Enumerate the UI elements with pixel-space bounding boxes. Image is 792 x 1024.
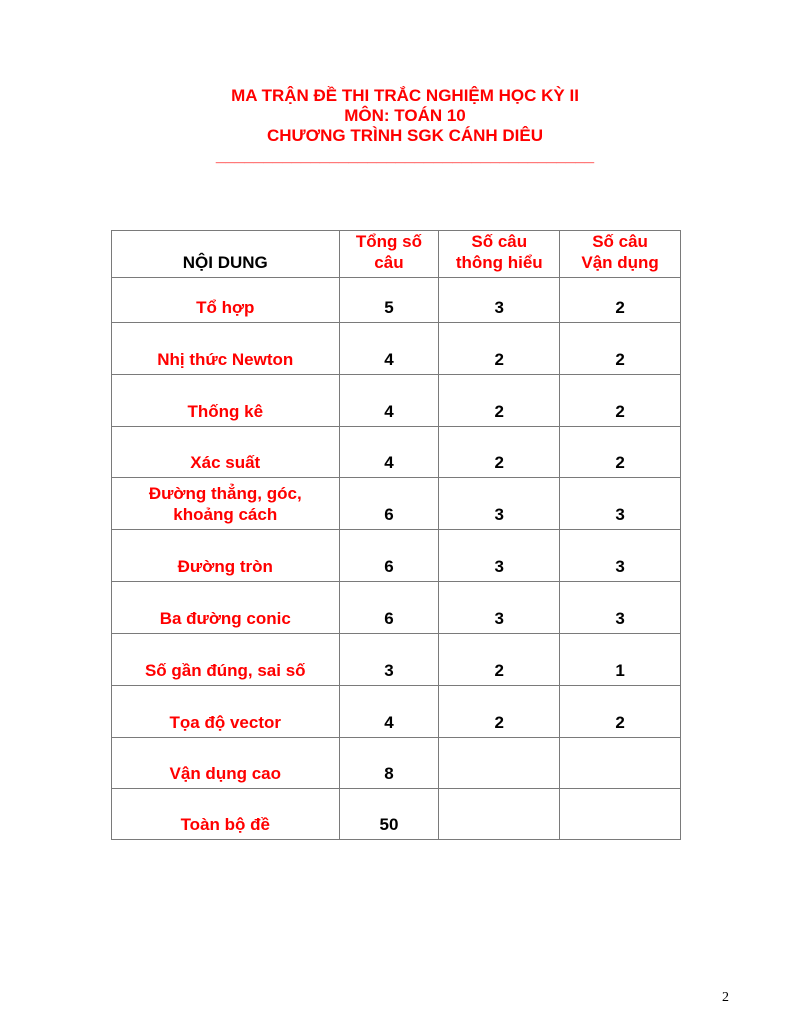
row-content: Tổ hợp (112, 278, 340, 323)
table-row (112, 375, 681, 427)
row-apply: 2 (560, 686, 681, 738)
row-content: Xác suất (112, 427, 340, 478)
row-apply: 2 (560, 427, 681, 478)
table-row (112, 789, 681, 840)
row-total: 3 (339, 634, 439, 686)
row-total: 4 (339, 375, 439, 427)
table-row (112, 278, 681, 323)
row-apply: 2 (560, 278, 681, 323)
row-total: 4 (339, 323, 439, 375)
title-line-2: MÔN: TOÁN 10 (344, 106, 466, 125)
row-total: 6 (339, 478, 439, 530)
row-content: Toàn bộ đề (112, 789, 340, 840)
row-content: Thống kê (112, 375, 340, 427)
row-content: Ba đường conic (112, 582, 340, 634)
row-understand: 2 (439, 323, 560, 375)
row-content: Đường tròn (112, 530, 340, 582)
table-row (112, 738, 681, 789)
row-content: Đường thẳng, góc, khoảng cách (112, 478, 340, 530)
row-understand (439, 789, 560, 840)
row-understand: 2 (439, 686, 560, 738)
header-content: NỘI DUNG (112, 231, 340, 278)
row-apply: 3 (560, 478, 681, 530)
table-row (112, 427, 681, 478)
row-understand: 3 (439, 278, 560, 323)
row-understand: 3 (439, 582, 560, 634)
row-apply: 1 (560, 634, 681, 686)
header-total: Tổng số câu (339, 231, 439, 278)
title-line-3: CHƯƠNG TRÌNH SGK CÁNH DIÊU (266, 126, 544, 145)
header-apply: Số câu Vận dụng (560, 231, 681, 278)
table-row (112, 686, 681, 738)
row-total: 4 (339, 427, 439, 478)
row-apply (560, 738, 681, 789)
table-row (112, 478, 681, 530)
row-content: Vận dụng cao (112, 738, 340, 789)
exam-matrix-table (111, 230, 681, 840)
header-understand: Số câu thông hiểu (439, 231, 560, 278)
row-content: Số gần đúng, sai số (112, 634, 340, 686)
row-content: Nhị thức Newton (112, 323, 340, 375)
row-apply (560, 789, 681, 840)
row-apply: 2 (560, 323, 681, 375)
row-content: Tọa độ vector (112, 686, 340, 738)
row-total: 4 (339, 686, 439, 738)
row-understand: 2 (439, 375, 560, 427)
title-line-1: MA TRẬN ĐỀ THI TRẮC NGHIỆM HỌC KỲ II (231, 86, 579, 105)
row-apply: 2 (560, 375, 681, 427)
table-row (112, 634, 681, 686)
table-header-row (112, 231, 681, 278)
row-total: 5 (339, 278, 439, 323)
page-number: 2 (722, 990, 729, 1005)
document-header (0, 86, 792, 166)
row-understand: 3 (439, 478, 560, 530)
table-row (112, 582, 681, 634)
row-total: 6 (339, 582, 439, 634)
row-understand: 2 (439, 634, 560, 686)
row-apply: 3 (560, 582, 681, 634)
row-apply: 3 (560, 530, 681, 582)
row-understand (439, 738, 560, 789)
row-understand: 2 (439, 427, 560, 478)
title-underline-rule: ________________________________________ (215, 146, 595, 165)
table-row (112, 530, 681, 582)
row-total: 8 (339, 738, 439, 789)
table-row (112, 323, 681, 375)
row-total: 50 (339, 789, 439, 840)
row-total: 6 (339, 530, 439, 582)
row-understand: 3 (439, 530, 560, 582)
